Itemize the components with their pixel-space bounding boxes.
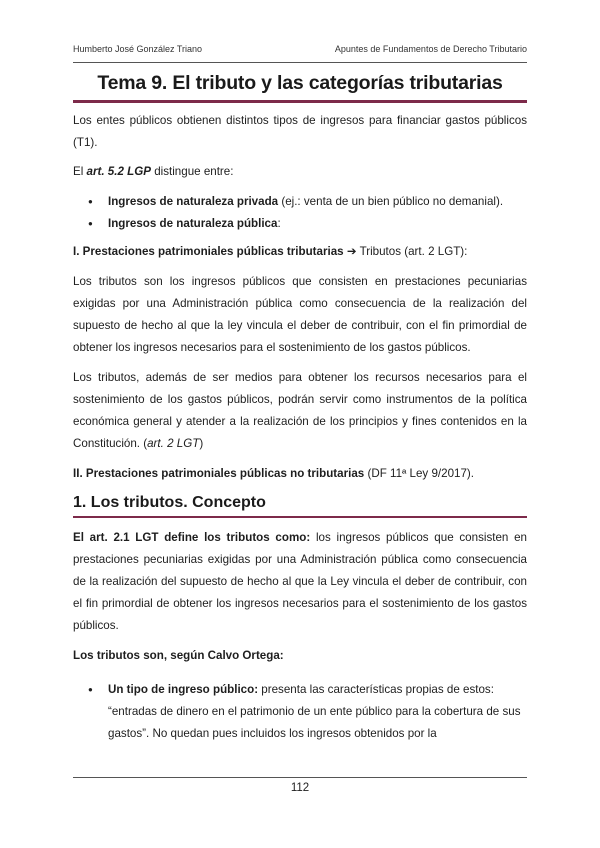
income-type-rest: :	[277, 217, 281, 230]
income-type-bold: Ingresos de naturaleza pública	[108, 217, 278, 230]
calvo-item-rest: presenta las características propias de estos: “entradas de dinero en el patrimonio de un ente público para la cobertura de sus gastos”. No quedan pues incluidos los ingresos obtenidos por la	[108, 683, 521, 740]
list-item	[73, 679, 527, 745]
tributos-definition-paragraph: Los tributos son los ingresos públicos que consisten en prestaciones pecuniarias exigidas por una Administración pública como consecuencia de la realización del supuesto de hecho al que la ley vincula el deber de contribuir, con el fin primordial de obtener los ingresos necesarios para el sostenimiento de los gastos públicos.	[73, 275, 527, 354]
tributos-fines-paragraph	[73, 367, 527, 455]
list-item	[73, 213, 527, 235]
art21-bold: El art. 2.1 LGT define los tributos como:	[73, 531, 311, 544]
section-ii-heading: II. Prestaciones patrimoniales públicas no tributarias	[73, 467, 365, 480]
section-i-paragraph	[73, 241, 527, 263]
page-header	[73, 44, 527, 54]
art52-reference: art. 5.2 LGP	[86, 165, 151, 178]
art21-rest: los ingresos públicos que consisten en prestaciones pecuniarias exigidas por una Administración pública como consecuencia de la realización del supuesto de hecho al que la Ley vincula el deber de contribuir, con el fin primordial de obtener los ingresos necesarios para el sostenimiento de los gastos públicos.	[73, 531, 527, 632]
section-i-heading: I. Prestaciones patrimoniales públicas tributarias	[73, 245, 344, 258]
header-author: Humberto José González Triano	[73, 44, 203, 54]
list-item	[73, 191, 527, 213]
calvo-heading	[73, 645, 527, 667]
calvo-list	[73, 679, 527, 745]
income-types-list	[73, 191, 527, 235]
page-title: Tema 9. El tributo y las categorías tributarias	[97, 72, 503, 94]
page-number: 112	[290, 782, 310, 794]
tributos-fines-reference: art. 2 LGT	[147, 437, 200, 450]
header-divider	[73, 62, 527, 63]
calvo-heading-text: Los tributos son, según Calvo Ortega:	[73, 649, 284, 662]
art21-paragraph	[73, 527, 527, 637]
intro-paragraph: Los entes públicos obtienen distintos tipos de ingresos para financiar gastos públicos (T1).	[73, 114, 527, 149]
art52-paragraph	[73, 161, 527, 183]
art52-post: distingue entre:	[150, 165, 234, 178]
document-body	[73, 110, 527, 745]
section-ii-rest: (DF 11ª Ley 9/2017).	[364, 467, 474, 480]
tributos-fines-text: Los tributos, además de ser medios para obtener los recursos necesarios para el sostenimiento de los gastos públicos, podrán servir como instrumentos de la política económica general y atender a la realización de los principios y fines contenidos en la Constitución. (	[73, 371, 527, 450]
title-underline	[73, 100, 527, 103]
tributos-fines-close: )	[199, 437, 204, 450]
section-i-rest: ➔ Tributos (art. 2 LGT):	[343, 245, 468, 258]
header-subject: Apuntes de Fundamentos de Derecho Tributario	[334, 44, 527, 54]
income-type-rest: (ej.: venta de un bien público no demanial).	[278, 195, 504, 208]
section-1-title: 1. Los tributos. Concepto	[73, 494, 266, 511]
art52-pre: El	[73, 165, 87, 178]
calvo-item-bold: Un tipo de ingreso público:	[108, 683, 259, 696]
income-type-bold: Ingresos de naturaleza privada	[108, 195, 279, 208]
section-1-underline	[73, 516, 527, 518]
section-ii-paragraph	[73, 463, 527, 485]
footer-divider	[73, 777, 527, 778]
